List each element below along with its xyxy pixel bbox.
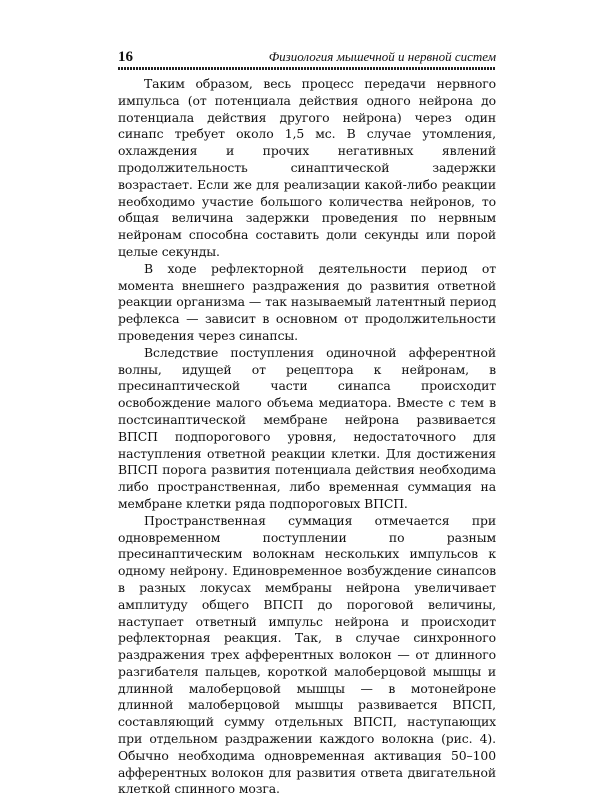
paragraph: Таким образом, весь процесс передачи нервного импульса (от потенциала действия одного нейрона до потенциала действия другого нейрона) через один синапс требует около 1,5 мс. В случае утомления, охлаждения и прочих негативных явлений продолжительность синаптической задержки возрастает. Если же для реализации какой-либо реакции необходимо участие большого количества нейронов, то общая величина задержки проведения по нервным нейронам способна составить доли секунды или порой целые секунды. — [118, 76, 496, 259]
body-text — [118, 76, 496, 798]
header-rule — [118, 67, 496, 70]
page-number: 16 — [118, 49, 133, 65]
running-title: Физиология мышечной и нервной систем — [268, 49, 496, 64]
page-header — [118, 48, 496, 70]
paragraph: В ходе рефлекторной деятельности период от момента внешнего раздражения до развития ответной реакции организма — так называемый латентный период рефлекса — зависит в основном от продолжительности проведения через синапсы. — [118, 260, 496, 343]
paragraph: Пространственная суммация отмечается при одновременном поступлении по разным пресинаптическим волокнам нескольких импульсов к одному нейрону. Единовременное возбуждение синапсов в разных локусах мембраны нейрона увеличивает амплитуду общего ВПСП до пороговой величины, наступает ответный импульс нейрона и происходит рефлекторная реакция. Так, в случае синхронного раздражения трех афферентных волокон — от длинного разгибателя пальцев, короткой малоберцовой мышцы и длинной малоберцовой мышцы — в мотонейроне длинной малоберцовой мышцы развивается ВПСП, составляющий сумму отдельных ВПСП, наступающих при отдельном раздражении каждого волокна (рис. 4). Обычно необходима одновременная активация 50–100 афферентных волокон для развития ответа двигательной клеткой спинного мозга. — [118, 512, 496, 797]
paragraph: Вследствие поступления одиночной афферентной волны, идущей от рецептора к нейронам, в пресинаптической части синапса происходит освобождение малого объема медиатора. Вместе с тем в постсинаптической мембране нейрона развивается ВПСП подпорогового уровня, недостаточного для наступления ответной реакции клетки. Для достижения ВПСП порога развития потенциала действия необходима либо пространственная, либо временная суммация на мембране клетки ряда подпороговых ВПСП. — [118, 344, 496, 511]
